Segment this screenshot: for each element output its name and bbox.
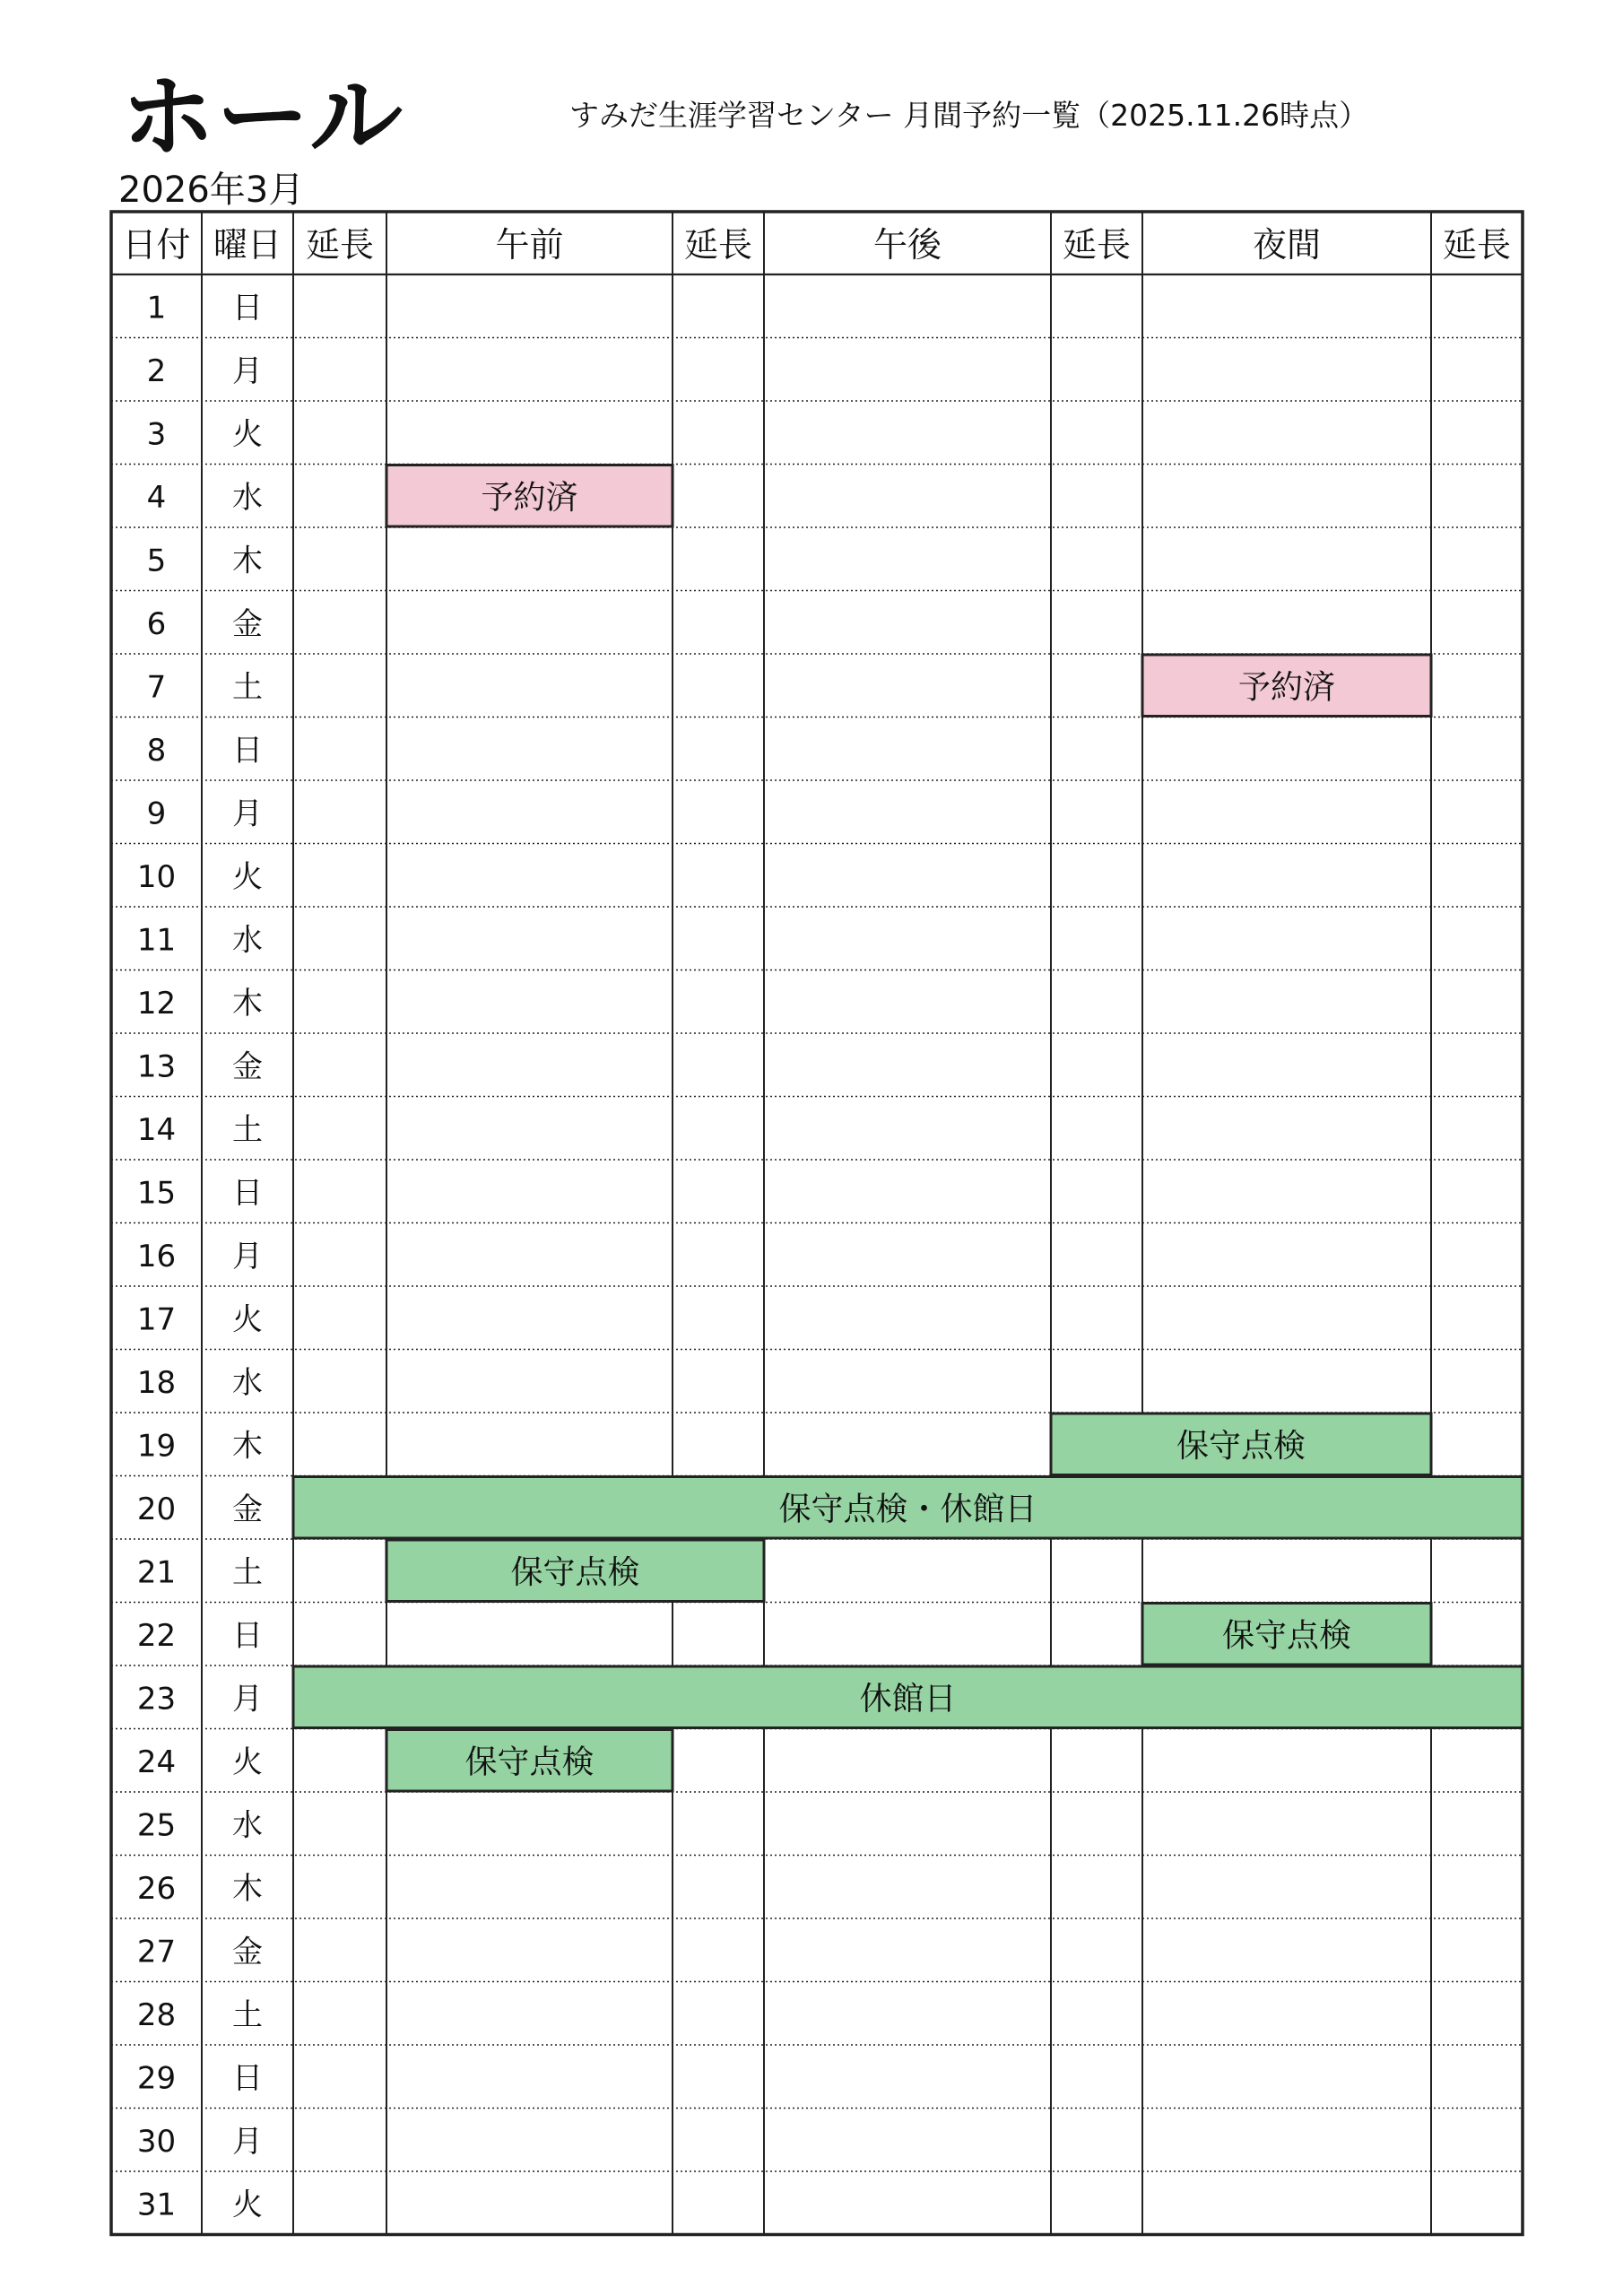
weekday-cell: 土: [232, 669, 263, 706]
date-cell: 22: [136, 1617, 177, 1654]
date-cell: 9: [146, 796, 167, 832]
weekday-cell: 日: [232, 1175, 263, 1212]
column-header: 延長: [305, 225, 375, 265]
column-header: 延長: [1062, 225, 1132, 265]
weekday-cell: 金: [232, 1934, 263, 1970]
date-cell: 23: [136, 1681, 177, 1718]
date-cell: 13: [136, 1048, 177, 1085]
weekday-cell: 日: [232, 1617, 263, 1654]
date-cell: 25: [136, 1807, 177, 1844]
weekday-cell: 水: [232, 1807, 263, 1844]
weekday-cell: 日: [232, 290, 263, 326]
date-cell: 16: [136, 1238, 177, 1274]
booking-label: 保守点検: [510, 1553, 640, 1591]
date-cell: 17: [136, 1301, 177, 1338]
weekday-cell: 土: [232, 1554, 263, 1591]
weekday-cell: 月: [232, 1681, 263, 1718]
weekday-cell: 金: [232, 1491, 263, 1527]
date-cell: 15: [136, 1175, 177, 1212]
booking-label: 保守点検・休館日: [778, 1491, 1037, 1528]
weekday-cell: 日: [232, 732, 263, 769]
date-cell: 30: [136, 2123, 177, 2160]
column-header: 午後: [872, 225, 942, 265]
booking-label: 予約済: [1237, 668, 1336, 706]
date-cell: 2: [146, 352, 167, 389]
date-cell: 12: [136, 985, 177, 1022]
date-cell: 4: [146, 479, 167, 516]
weekday-cell: 火: [232, 2187, 263, 2223]
column-header: 夜間: [1252, 225, 1322, 265]
room-title: ホール: [121, 62, 404, 171]
date-cell: 6: [146, 605, 167, 642]
weekday-cell: 火: [232, 858, 263, 895]
weekday-cell: 木: [232, 543, 263, 579]
date-cell: 3: [146, 416, 167, 453]
date-cell: 28: [136, 1996, 177, 2033]
page-subtitle: すみだ生涯学習センター 月間予約一覧（2025.11.26時点）: [569, 98, 1369, 133]
date-cell: 26: [136, 1870, 177, 1907]
date-cell: 14: [136, 1111, 177, 1148]
weekday-cell: 月: [232, 2123, 263, 2160]
date-cell: 1: [146, 290, 167, 326]
column-header: 日付: [122, 225, 191, 265]
weekday-cell: 木: [232, 985, 263, 1022]
date-cell: 20: [136, 1491, 177, 1527]
weekday-cell: 金: [232, 1048, 263, 1085]
weekday-cell: 土: [232, 1996, 263, 2033]
booking-label: 保守点検: [464, 1744, 595, 1781]
month-label: 2026年3月: [118, 170, 305, 211]
date-cell: 27: [136, 1934, 177, 1970]
date-cell: 19: [136, 1428, 177, 1465]
column-header: 曜日: [213, 225, 282, 265]
booking-label: 予約済: [481, 479, 578, 517]
weekday-cell: 日: [232, 2060, 263, 2097]
weekday-cell: 火: [232, 416, 263, 453]
date-cell: 11: [136, 922, 177, 959]
date-cell: 7: [146, 669, 167, 706]
weekday-cell: 月: [232, 796, 263, 832]
date-cell: 24: [136, 1744, 177, 1780]
date-cell: 18: [136, 1364, 177, 1401]
date-cell: 5: [146, 543, 167, 579]
weekday-cell: 木: [232, 1428, 263, 1465]
weekday-cell: 月: [232, 352, 263, 389]
date-cell: 10: [136, 858, 177, 895]
booking-label: 保守点検: [1221, 1617, 1352, 1655]
column-header: 午前: [495, 225, 564, 265]
date-cell: 8: [146, 732, 167, 769]
weekday-cell: 月: [232, 1238, 263, 1274]
weekday-cell: 土: [232, 1111, 263, 1148]
booking-label: 休館日: [859, 1680, 957, 1718]
column-header: 延長: [1442, 225, 1512, 265]
weekday-cell: 水: [232, 479, 263, 516]
weekday-cell: 火: [232, 1301, 263, 1338]
weekday-cell: 水: [232, 1364, 263, 1401]
date-cell: 21: [136, 1554, 177, 1591]
date-cell: 29: [136, 2060, 177, 2097]
weekday-cell: 金: [232, 605, 263, 642]
column-header: 延長: [683, 225, 753, 265]
weekday-cell: 火: [232, 1744, 263, 1780]
weekday-cell: 水: [232, 922, 263, 959]
date-cell: 31: [136, 2187, 177, 2223]
weekday-cell: 木: [232, 1870, 263, 1907]
booking-label: 保守点検: [1176, 1427, 1306, 1465]
